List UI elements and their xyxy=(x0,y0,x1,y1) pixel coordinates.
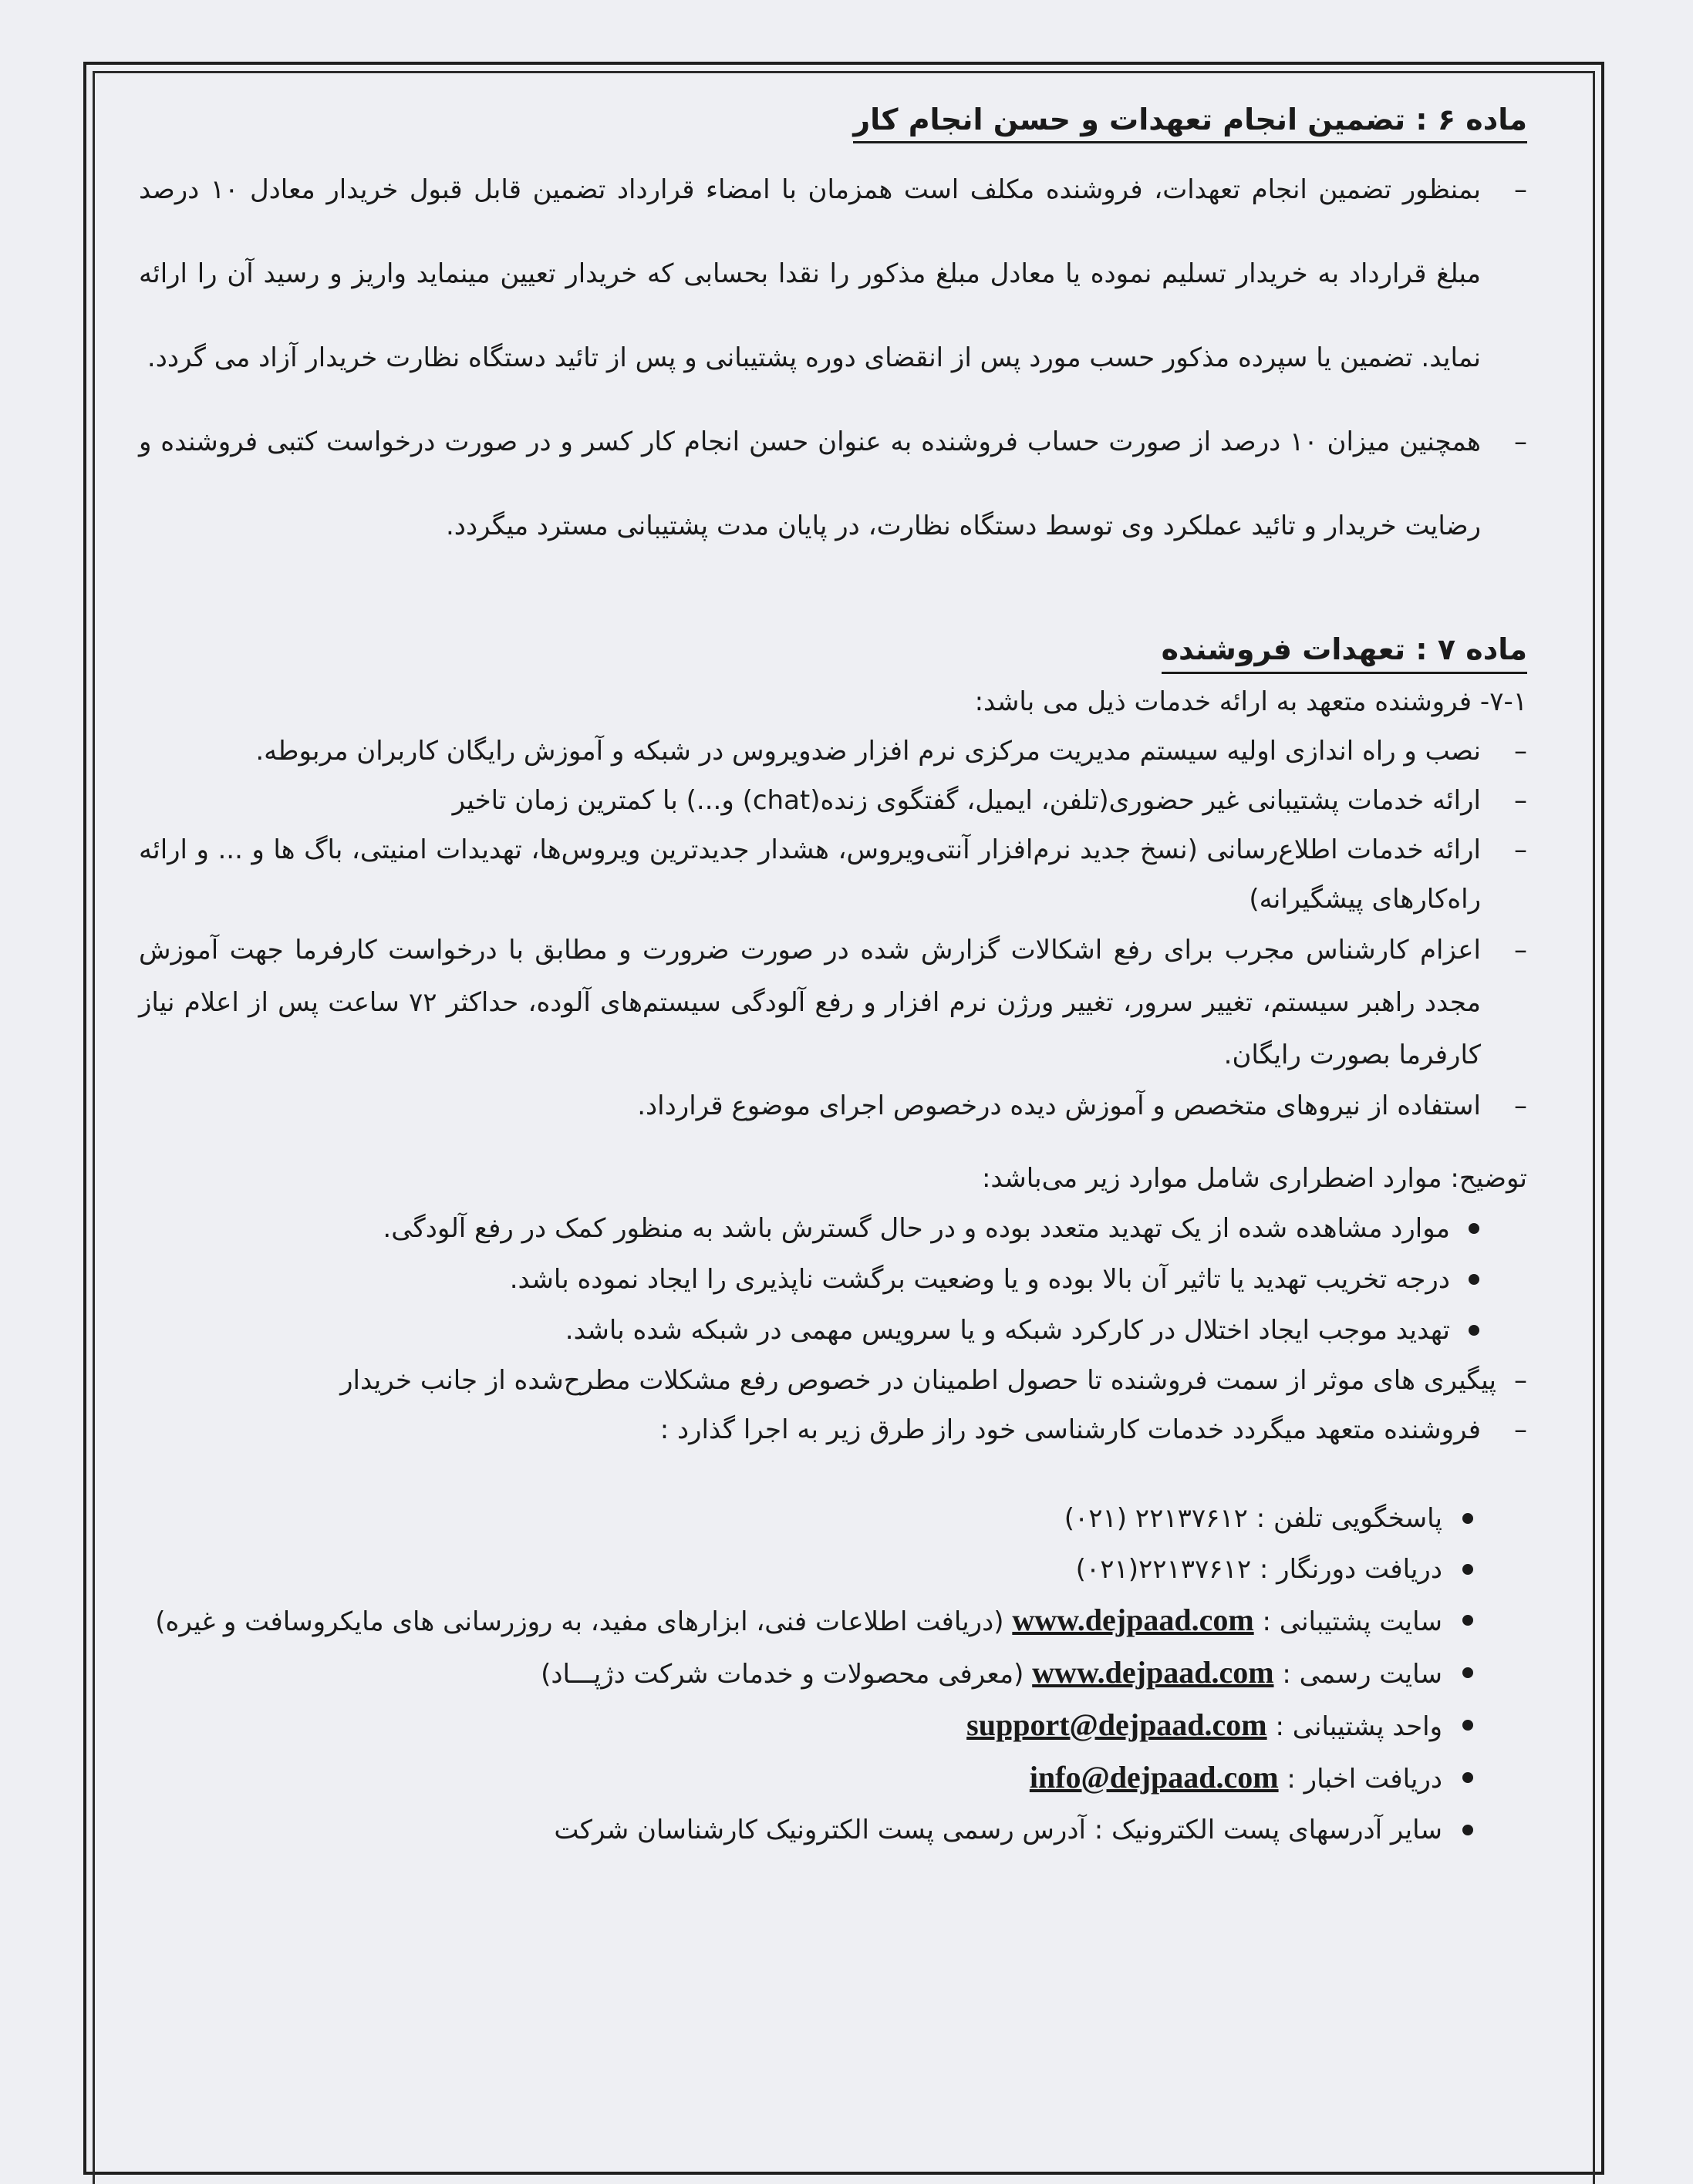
note-item-2-text: درجه تخریب تهدید یا تاثیر آن بالا بوده و یا وضعیت برگشت ناپذیری را ایجاد نموده باشد. xyxy=(509,1263,1450,1295)
dash-marker: – xyxy=(1514,1414,1527,1445)
commitment-item xyxy=(139,1405,1527,1454)
note-item-3-text: تهدید موجب ایجاد اختلال در کارکرد شبکه و یا سرویس مهمی در شبکه شده باشد. xyxy=(565,1314,1450,1346)
dash-marker: – xyxy=(1514,735,1527,767)
news-label: دریافت اخبار : xyxy=(1287,1763,1442,1795)
article-6-item-1 xyxy=(139,148,1527,400)
article-7-section xyxy=(139,630,1527,1855)
article-7-item-1 xyxy=(139,726,1527,776)
support-site-label: سایت پشتیبانی : xyxy=(1262,1606,1442,1637)
contact-support-unit xyxy=(139,1700,1527,1752)
note-item-1-text: موارد مشاهده شده از یک تهدید متعدد بوده و در حال گسترش باشد به منظور کمک در رفع آلودگی. xyxy=(383,1212,1450,1244)
dash-marker: – xyxy=(1514,426,1527,458)
contact-news xyxy=(139,1752,1527,1805)
article-7-item-3-text: ارائه خدمات اطلاع‌رسانی (نسخ جدید نرم‌افزار آنتی‌ویروس، هشدار جدیدترین ویروس‌ها، تهدیدات امنیتی، باگ ها و ... و ارائه راه‌کارهای پیشگیرانه) xyxy=(139,834,1481,915)
dash-marker: – xyxy=(1514,174,1527,206)
dash-marker: – xyxy=(1514,784,1527,816)
phone-label: پاسخگویی تلفن : xyxy=(1256,1502,1442,1534)
note-title: توضیح: موارد اضطراری شامل موارد زیر می‌باشد: xyxy=(981,1162,1527,1194)
note-item-3 xyxy=(139,1305,1527,1356)
other-label: سایر آدرسهای پست الکترونیک : xyxy=(1094,1814,1442,1845)
note-item-2 xyxy=(139,1254,1527,1305)
contacts-list xyxy=(139,1493,1527,1855)
dash-marker: – xyxy=(1514,934,1527,966)
article-7-item-2 xyxy=(139,776,1527,825)
bullet-dot xyxy=(1462,1720,1473,1731)
contact-fax xyxy=(139,1544,1527,1595)
article-7-item-4-text: اعزام کارشناس مجرب برای رفع اشکالات گزارش شده در صورت ضرورت و مطابق با درخواست کارفرما جهت آموزش مجدد راهبر سیستم، تغییر سرور، تغییر ورژن نرم افزار و رفع آلودگی سیستم‌های آلوده، حداکثر ۷۲ ساعت پس از اعلام نیاز کارفرما بصورت رایگان. xyxy=(139,934,1481,1070)
bullet-dot xyxy=(1462,1564,1473,1575)
followup-item xyxy=(139,1356,1527,1405)
support-email-link[interactable]: support@dejpaad.com xyxy=(966,1707,1267,1742)
dash-marker: – xyxy=(1514,834,1527,865)
official-site-link[interactable]: www.dejpaad.com xyxy=(1032,1654,1274,1690)
bullet-dot xyxy=(1462,1667,1473,1678)
article-7-item-5-text: استفاده از نیروهای متخصص و آموزش دیده درخصوص اجرای موضوع قرارداد. xyxy=(637,1090,1481,1121)
fax-value: (۰۲۱)۲۲۱۳۷۶۱۲ xyxy=(1075,1553,1252,1585)
article-7-item-3 xyxy=(139,825,1527,924)
article-6-item-2 xyxy=(139,400,1527,568)
followup-text: پیگیری های موثر از سمت فروشنده تا حصول اطمینان در خصوص رفع مشکلات مطرح‌شده از جانب خریدار xyxy=(340,1364,1496,1396)
phone-value: (۰۲۱) ۲۲۱۳۷۶۱۲ xyxy=(1064,1502,1248,1534)
article-6-section xyxy=(139,100,1527,568)
fax-label: دریافت دورنگار : xyxy=(1259,1553,1442,1585)
commitment-text: فروشنده متعهد میگردد خدمات کارشناسی خود راز طرق زیر به اجرا گذارد : xyxy=(659,1414,1481,1445)
contact-support-site xyxy=(139,1595,1527,1647)
contact-official-site xyxy=(139,1647,1527,1700)
article-6-item-1-text: بمنظور تضمین انجام تعهدات، فروشنده مکلف است همزمان با امضاء قرارداد تضمین قابل قبول خریدار معادل ۱۰ درصد مبلغ قرارداد به خریدار تسلیم نموده یا معادل مبلغ مذکور را نقدا بحسابی که خریدار تعیین مینماید واریز و رسید آن را ارائه نماید. تضمین یا سپرده مذکور حسب مورد پس از انقضای دوره پشتیبانی و پس از تائید دستگاه نظارت خریدار آزاد می گردد. xyxy=(139,174,1481,374)
bullet-dot xyxy=(1462,1772,1473,1783)
article-6-heading: ماده ۶ : تضمین انجام تعهدات و حسن انجام کار xyxy=(853,100,1527,143)
dash-marker: – xyxy=(1514,1090,1527,1121)
document-body xyxy=(139,100,1527,1855)
dash-marker: – xyxy=(1514,1364,1527,1396)
other-desc: آدرس رسمی پست الکترونیک کارشناسان شرکت xyxy=(554,1814,1086,1845)
support-site-link[interactable]: www.dejpaad.com xyxy=(1012,1602,1254,1637)
article-7-heading: ماده ۷ : تعهدات فروشنده xyxy=(1162,630,1527,673)
support-site-desc: (دریافت اطلاعات فنی، ابزارهای مفید، به روزرسانی های مایکروسافت و غیره) xyxy=(155,1606,1004,1637)
bullet-dot xyxy=(1469,1223,1479,1234)
article-7-item-4 xyxy=(139,924,1527,1081)
article-7-item-1-text: نصب و راه اندازی اولیه سیستم مدیریت مرکزی نرم افزار ضدویروس در شبکه و آموزش رایگان کاربران مربوطه. xyxy=(255,735,1481,767)
article-7-item-5 xyxy=(139,1081,1527,1131)
contact-other xyxy=(139,1805,1527,1855)
note-item-1 xyxy=(139,1203,1527,1254)
bullet-dot xyxy=(1462,1825,1473,1835)
support-unit-label: واحد پشتیبانی : xyxy=(1275,1710,1442,1742)
bullet-dot xyxy=(1462,1513,1473,1524)
news-email-link[interactable]: info@dejpaad.com xyxy=(1029,1759,1279,1795)
article-7-intro: ۷-۱- فروشنده متعهد به ارائه خدمات ذیل می باشد: xyxy=(974,686,1527,717)
contact-phone xyxy=(139,1493,1527,1544)
official-site-label: سایت رسمی : xyxy=(1282,1658,1442,1690)
bullet-dot xyxy=(1469,1274,1479,1285)
bullet-dot xyxy=(1462,1615,1473,1626)
article-7-item-2-text: ارائه خدمات پشتیبانی غیر حضوری(تلفن، ایمیل، گفتگوی زنده(chat) و...) با کمترین زمان تاخیر xyxy=(452,784,1481,816)
official-site-desc: (معرفی محصولات و خدمات شرکت دژپـــاد) xyxy=(541,1658,1024,1690)
article-6-item-2-text: همچنین میزان ۱۰ درصد از صورت حساب فروشنده به عنوان حسن انجام کار کسر و در صورت درخواست کتبی فروشنده و رضایت خریدار و تائید عملکرد وی توسط دستگاه نظارت، در پایان مدت پشتیبانی مسترد میگردد. xyxy=(139,426,1481,542)
bullet-dot xyxy=(1469,1325,1479,1336)
